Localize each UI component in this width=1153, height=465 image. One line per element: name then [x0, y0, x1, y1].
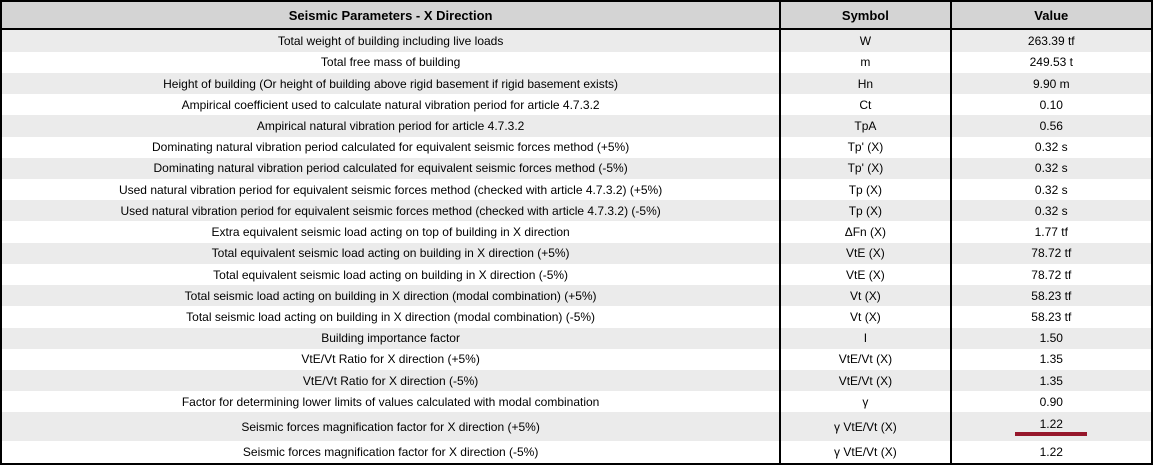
row-value-cell	[951, 243, 1152, 264]
row-symbol: Tp' (X)	[847, 140, 884, 155]
row-label-cell	[1, 412, 780, 441]
row-symbol: Vt (X)	[850, 288, 881, 303]
row-value-cell	[951, 221, 1152, 242]
row-value: 1.50	[1039, 331, 1063, 346]
row-symbol: Tp' (X)	[847, 161, 884, 176]
row-value: 0.32 s	[1034, 140, 1068, 155]
row-label: VtE/Vt Ratio for X direction (-5%)	[302, 373, 479, 388]
row-label: Dominating natural vibration period calculated for equivalent seismic forces method (+5%)	[151, 140, 630, 155]
row-symbol: VtE/Vt (X)	[838, 352, 893, 367]
table-row	[1, 29, 1152, 52]
row-symbol: γ VtE/Vt (X)	[834, 445, 897, 460]
row-value-cell	[951, 441, 1152, 464]
row-value-cell	[951, 94, 1152, 115]
row-symbol-cell	[780, 73, 950, 94]
row-label: Ampirical natural vibration period for article 4.7.3.2	[256, 119, 525, 133]
row-value-cell	[951, 200, 1152, 221]
row-symbol-cell	[780, 243, 950, 264]
row-symbol-cell	[780, 179, 950, 200]
row-symbol: Tp (X)	[848, 203, 883, 218]
row-value: 0.32 s	[1034, 203, 1068, 218]
row-label-cell	[1, 52, 780, 73]
table-row	[1, 370, 1152, 391]
row-symbol: Tp (X)	[848, 182, 883, 197]
row-value: 249.53 t	[1029, 55, 1073, 70]
table-row	[1, 200, 1152, 221]
row-value-cell	[951, 285, 1152, 306]
row-label: Total weight of building including live loads	[277, 33, 504, 48]
row-symbol: Vt (X)	[850, 309, 881, 324]
table-row	[1, 73, 1152, 94]
row-symbol-cell	[780, 306, 950, 327]
table-row	[1, 94, 1152, 115]
table-row	[1, 158, 1152, 179]
table-row	[1, 412, 1152, 441]
row-label: Total equivalent seismic load acting on building in X direction (-5%)	[213, 267, 569, 282]
row-symbol-cell	[780, 441, 950, 464]
table-row	[1, 285, 1152, 306]
row-value-cell	[951, 73, 1152, 94]
table-row	[1, 349, 1152, 370]
table-header	[1, 1, 1152, 29]
table-row	[1, 441, 1152, 464]
row-value: 1.77 tf	[1034, 225, 1068, 240]
table-title: Seismic Parameters - X Direction	[1, 1, 780, 29]
row-label-cell	[1, 29, 780, 52]
row-label-cell	[1, 179, 780, 200]
row-label: VtE/Vt Ratio for X direction (+5%)	[301, 352, 480, 367]
row-label-cell	[1, 94, 780, 115]
row-symbol-cell	[780, 137, 950, 158]
row-value-cell	[951, 412, 1152, 441]
row-value-cell	[951, 137, 1152, 158]
row-label-cell	[1, 221, 780, 242]
row-label: Ampirical coefficient used to calculate natural vibration period for article 4.7.3.2	[181, 97, 600, 112]
row-symbol: W	[859, 33, 872, 48]
row-label: Factor for determining lower limits of values calculated with modal combination	[181, 394, 600, 409]
table-row	[1, 137, 1152, 158]
row-label-cell	[1, 370, 780, 391]
row-value: 1.35	[1039, 373, 1063, 388]
row-value-cell	[951, 179, 1152, 200]
row-symbol: γ VtE/Vt (X)	[834, 419, 897, 434]
row-value-cell	[951, 306, 1152, 327]
row-symbol-cell	[780, 29, 950, 52]
row-symbol: VtE/Vt (X)	[838, 373, 893, 388]
table-row	[1, 179, 1152, 200]
table-row	[1, 115, 1152, 136]
table-row	[1, 52, 1152, 73]
row-label-cell	[1, 391, 780, 412]
row-value: 9.90 m	[1032, 76, 1070, 91]
row-value: 0.10	[1039, 97, 1063, 112]
row-label-cell	[1, 137, 780, 158]
row-value: 263.39 tf	[1027, 33, 1075, 48]
table-row	[1, 391, 1152, 412]
row-label-cell	[1, 441, 780, 464]
table-row	[1, 306, 1152, 327]
row-symbol: m	[860, 55, 871, 70]
table-row	[1, 243, 1152, 264]
row-symbol: TpA	[854, 119, 877, 133]
row-value: 58.23 tf	[1031, 288, 1072, 303]
row-label-cell	[1, 264, 780, 285]
row-label-cell	[1, 328, 780, 349]
row-label: Total seismic load acting on building in X direction (modal combination) (+5%)	[184, 288, 597, 303]
row-symbol: I	[863, 331, 868, 346]
row-symbol-cell	[780, 391, 950, 412]
row-label-cell	[1, 349, 780, 370]
row-label: Extra equivalent seismic load acting on top of building in X direction	[211, 225, 570, 240]
table-body	[1, 29, 1152, 464]
row-value: 0.32 s	[1034, 161, 1068, 176]
row-symbol-cell	[780, 349, 950, 370]
column-header-value: Value	[951, 1, 1152, 29]
row-symbol-cell	[780, 158, 950, 179]
row-symbol: Ct	[859, 97, 872, 112]
row-label: Used natural vibration period for equivalent seismic forces method (checked with article 4.7.3.2) (+5%)	[118, 182, 663, 197]
row-symbol-cell	[780, 221, 950, 242]
row-label: Used natural vibration period for equivalent seismic forces method (checked with article 4.7.3.2) (-5%)	[120, 203, 661, 218]
row-value: 58.23 tf	[1031, 309, 1072, 324]
row-label-cell	[1, 115, 780, 136]
row-symbol-cell	[780, 52, 950, 73]
row-value-cell	[951, 349, 1152, 370]
row-label-cell	[1, 285, 780, 306]
column-header-symbol: Symbol	[780, 1, 950, 29]
row-label: Seismic forces magnification factor for X direction (-5%)	[242, 445, 539, 460]
row-symbol: VtE (X)	[846, 267, 885, 282]
header-row	[1, 1, 1152, 29]
row-label-cell	[1, 243, 780, 264]
row-value: 0.32 s	[1034, 182, 1068, 197]
row-symbol-cell	[780, 370, 950, 391]
row-label-cell	[1, 200, 780, 221]
row-value: 1.22	[1039, 417, 1063, 432]
table-row	[1, 264, 1152, 285]
row-value: 78.72 tf	[1031, 246, 1072, 261]
row-value-cell	[951, 158, 1152, 179]
row-value-cell	[951, 264, 1152, 285]
row-symbol: VtE (X)	[846, 246, 885, 261]
table-row	[1, 328, 1152, 349]
row-label: Dominating natural vibration period calculated for equivalent seismic forces method (-5%)	[153, 161, 628, 176]
row-value-cell	[951, 391, 1152, 412]
row-symbol: ΔFn (X)	[844, 225, 887, 240]
row-label: Building importance factor	[321, 331, 460, 346]
row-symbol-cell	[780, 412, 950, 441]
row-value-cell	[951, 115, 1152, 136]
row-label: Seismic forces magnification factor for X direction (+5%)	[241, 419, 540, 434]
row-label-cell	[1, 158, 780, 179]
row-symbol-cell	[780, 328, 950, 349]
row-symbol-cell	[780, 94, 950, 115]
row-value: 1.22	[1039, 445, 1063, 460]
row-value-cell	[951, 29, 1152, 52]
row-label: Total seismic load acting on building in X direction (modal combination) (-5%)	[186, 309, 596, 324]
table-row	[1, 221, 1152, 242]
row-symbol-cell	[780, 115, 950, 136]
red-underline-annotation	[1015, 432, 1087, 436]
row-label-cell	[1, 306, 780, 327]
row-value-cell	[951, 52, 1152, 73]
row-symbol-cell	[780, 200, 950, 221]
row-label: Total free mass of building	[320, 55, 461, 70]
row-symbol: γ	[862, 394, 869, 409]
row-value: 78.72 tf	[1031, 267, 1072, 282]
row-symbol-cell	[780, 264, 950, 285]
row-value-cell	[951, 328, 1152, 349]
row-label: Total equivalent seismic load acting on building in X direction (+5%)	[211, 246, 570, 261]
row-label-cell	[1, 73, 780, 94]
row-value-cell	[951, 370, 1152, 391]
row-value: 0.90	[1039, 394, 1063, 409]
row-symbol: Hn	[857, 76, 874, 91]
row-symbol-cell	[780, 285, 950, 306]
row-value: 0.56	[1039, 119, 1063, 133]
row-label: Height of building (Or height of building above rigid basement if rigid basement exists)	[163, 76, 619, 91]
row-value: 1.35	[1039, 352, 1063, 367]
